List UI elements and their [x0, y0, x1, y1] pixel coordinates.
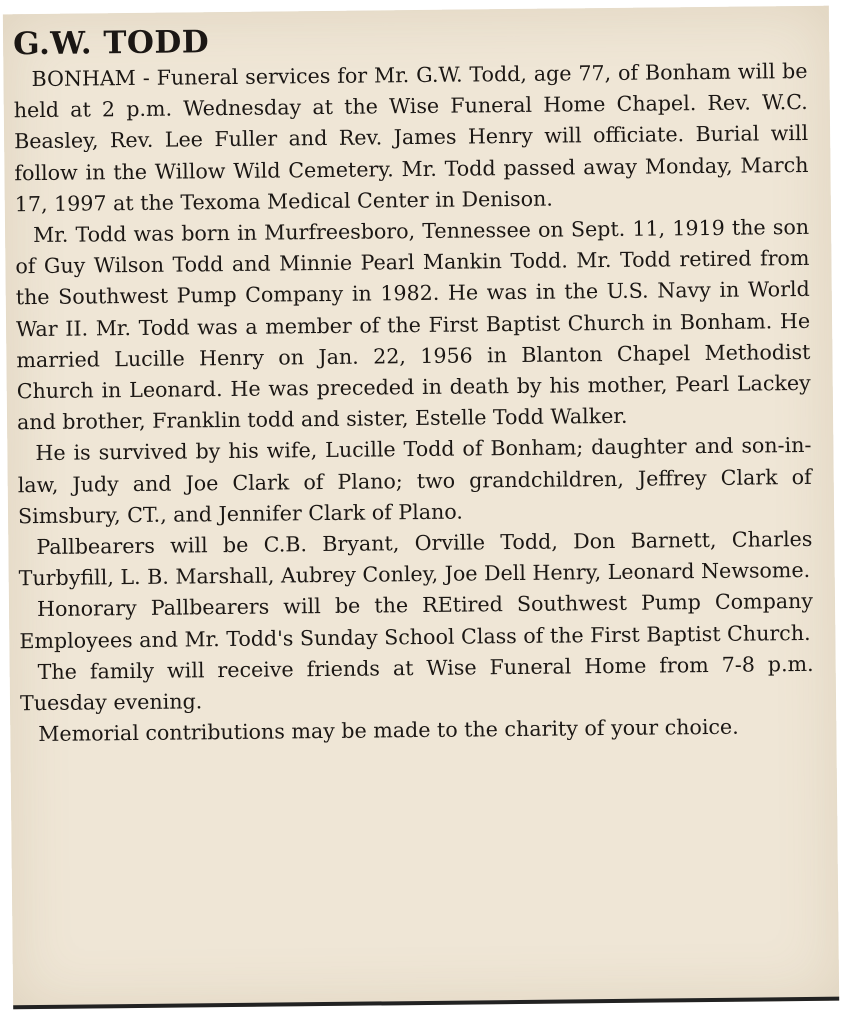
paragraph-pallbearers: Pallbearers will be C.B. Bryant, Orville Todd, Don Barnett, Charles Turbyfill, L. B. Marshall, Aubrey Conley, Joe Dell Henry, Leonard Newsome.: [18, 526, 813, 591]
obituary-article: [13, 18, 819, 751]
paragraph-biography: Mr. Todd was born in Murfreesboro, Tennessee on Sept. 11, 1919 the son of Guy Wilson Todd and Minnie Pearl Mankin Todd. Mr. Todd retired from the Southwest Pump Company in 1982. He was in the U.S. Navy in World War II. Mr. Todd was a member of the First Baptist Church in Bonham. He married Lucille Henry on Jan. 22, 1956 in Blanton Chapel Methodist Church in Leonard. He was preceded in death by his mother, Pearl Lackey and brother, Franklin todd and sister, Estelle Todd Walker.: [15, 214, 811, 435]
newspaper-clipping: [3, 6, 839, 1010]
paragraph-funeral-services: BONHAM - Funeral services for Mr. G.W. Todd, age 77, of Bonham will be held at 2 p.m. Wednesday at the Wise Funeral Home Chapel. Rev. W.C. Beasley, Rev. Lee Fuller and Rev. James Henry will officiate. Burial will follow in the Willow Wild Cemetery. Mr. Todd passed away Monday, March 17, 1997 at the Texoma Medical Center in Denison.: [13, 58, 809, 217]
paragraph-honorary-pallbearers: Honorary Pallbearers will be the REtired Southwest Pump Company Employees and Mr. Todd's Sunday School Class of the First Baptist Church.: [19, 589, 814, 653]
paragraph-visitation: The family will receive friends at Wise Funeral Home from 7-8 p.m. Tuesday evening.: [19, 651, 814, 716]
headline: G.W. TODD: [12, 24, 210, 63]
paragraph-survivors: He is survived by his wife, Lucille Todd of Bonham; daughter and son-in-law, Judy and Joe Clark of Plano; two grandchildren, Jeffrey Clark of Simsbury, CT., and Jennifer Clark of Plano.: [17, 433, 812, 529]
paragraph-memorials: Memorial contributions may be made to the charity of your choice.: [38, 714, 739, 747]
